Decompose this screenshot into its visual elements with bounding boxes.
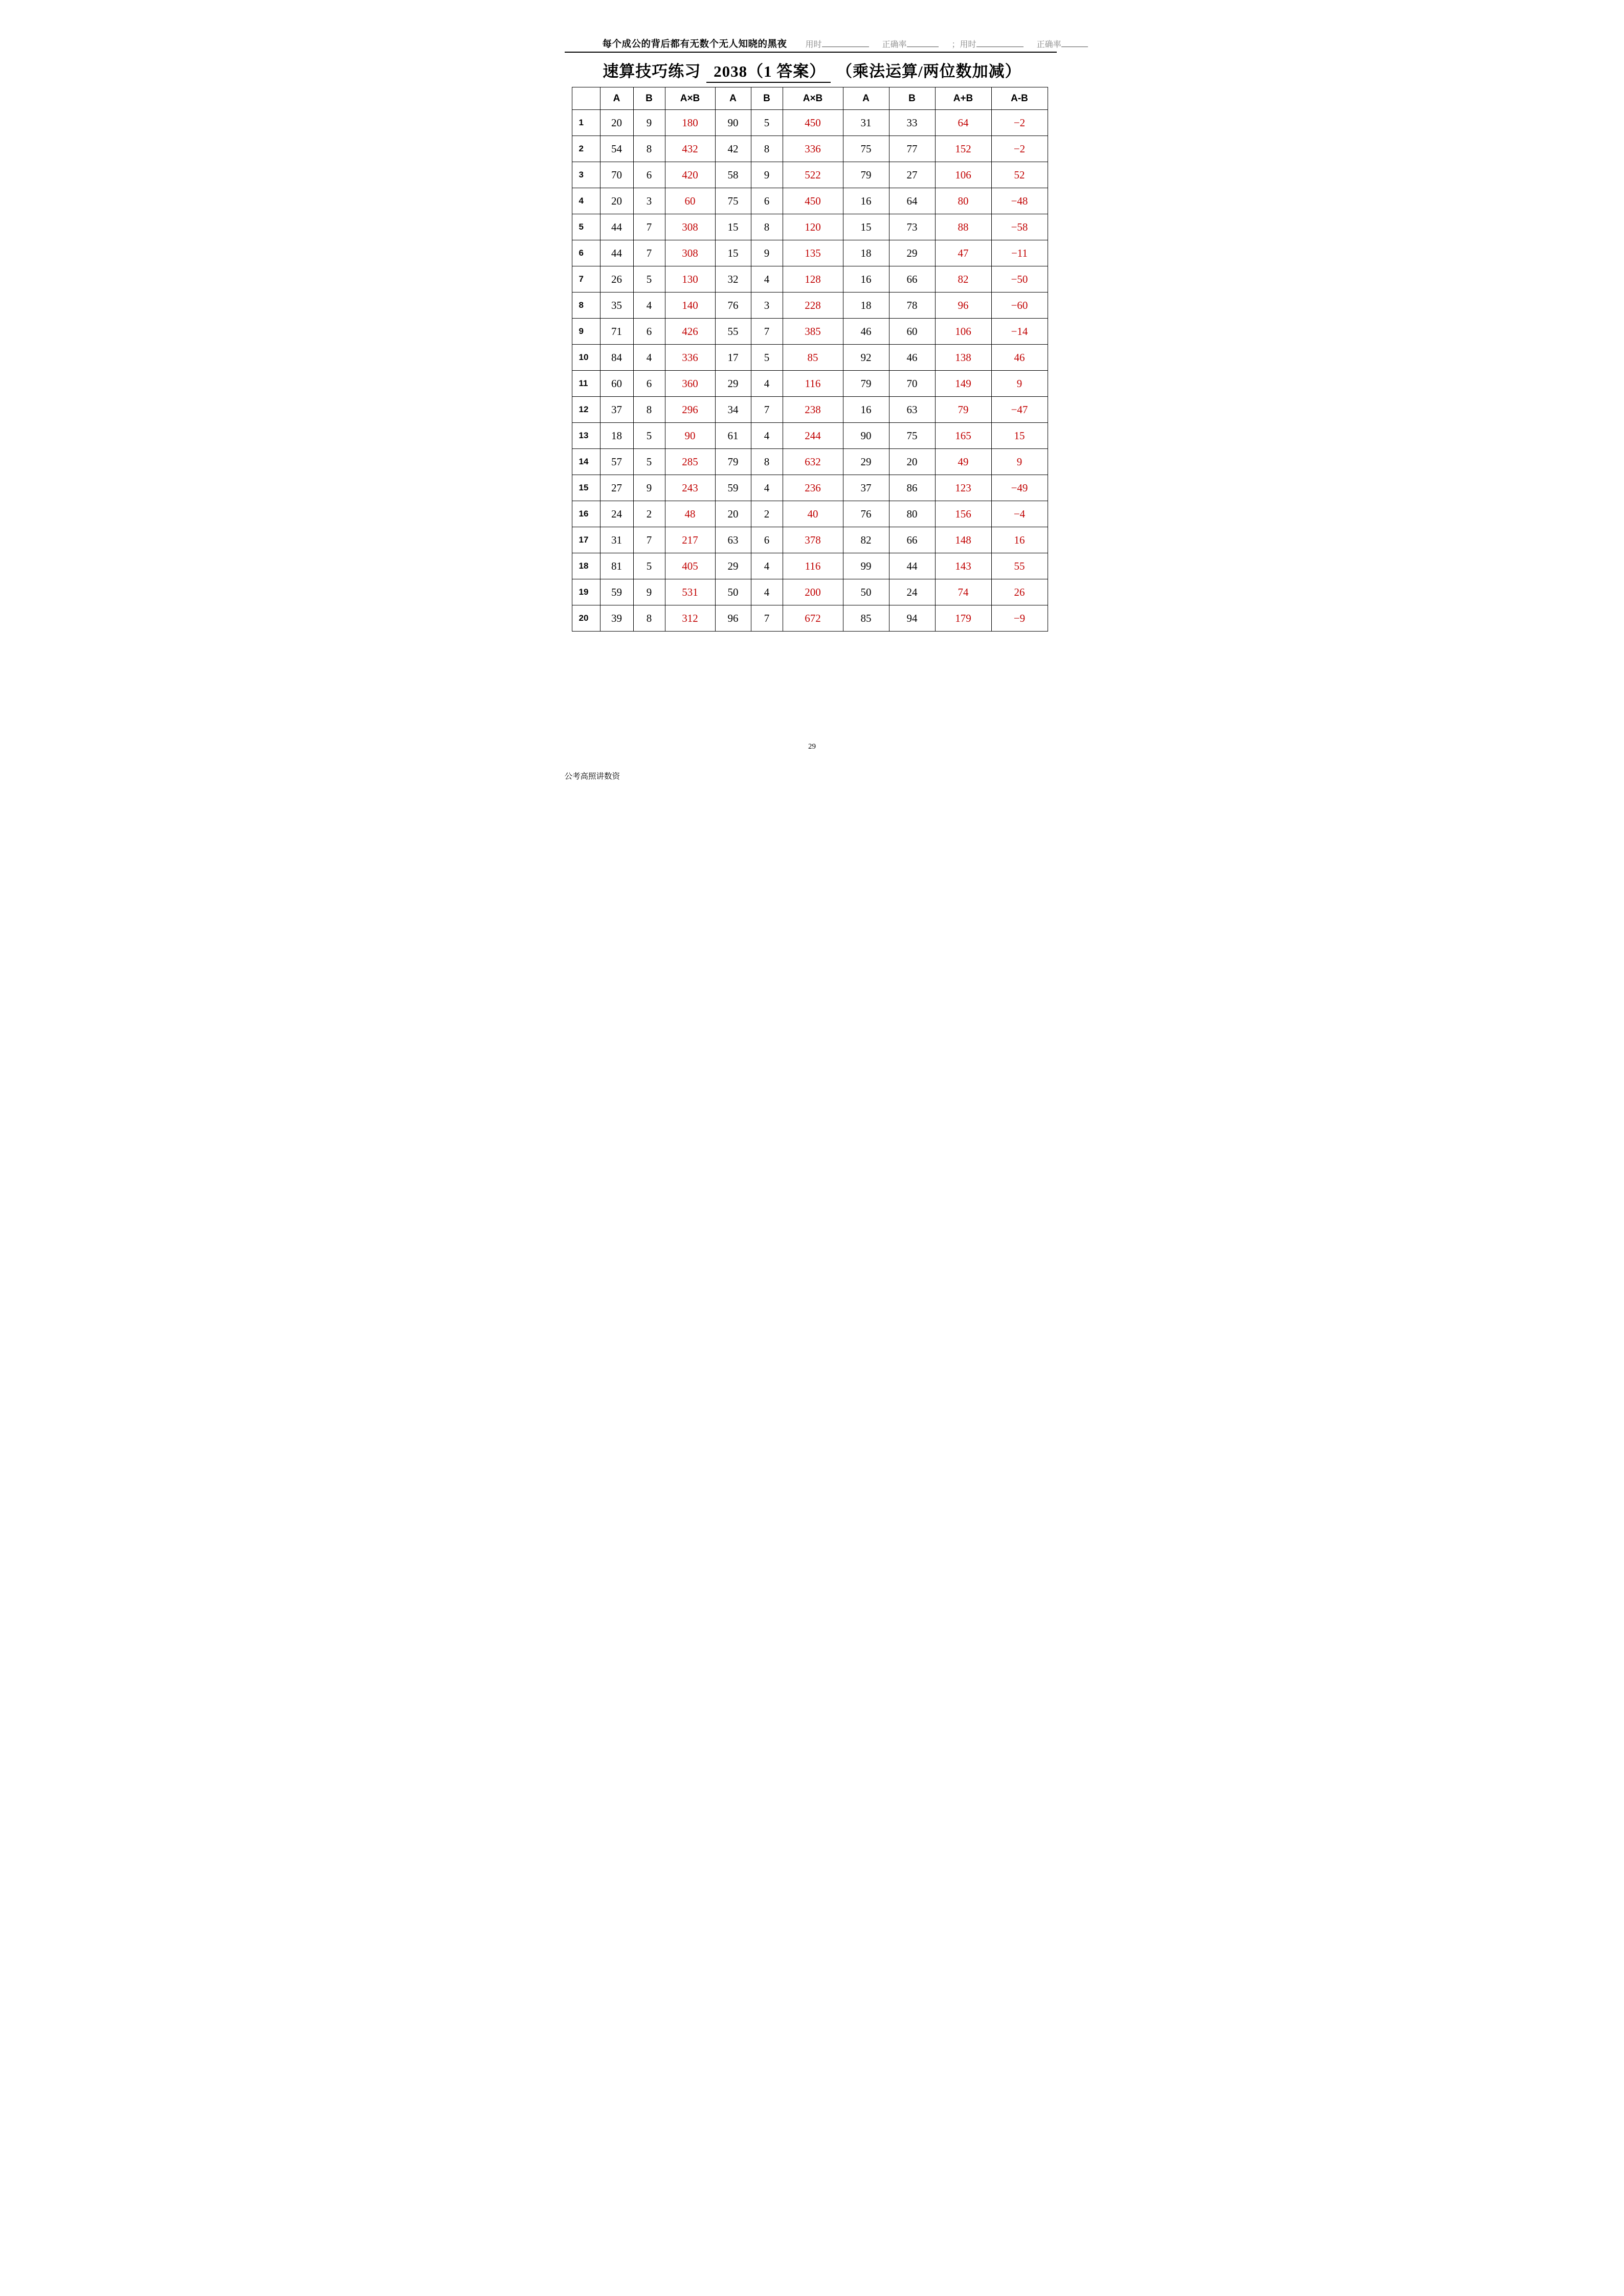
cell-a-3: 31 (843, 110, 889, 136)
table-row (572, 579, 1048, 605)
header-b-1: B (633, 87, 665, 110)
cell-b-3: 70 (889, 371, 935, 397)
cell-a-plus-b: 148 (935, 527, 991, 553)
cell-a-3: 37 (843, 475, 889, 501)
time-used-field-2 (952, 38, 1037, 50)
cell-a-minus-b: −58 (991, 214, 1048, 240)
cell-b-2: 4 (751, 423, 783, 449)
cell-a-times-b-2: 236 (783, 475, 843, 501)
accuracy-blank-2 (1061, 40, 1088, 47)
cell-a-times-b-2: 135 (783, 240, 843, 266)
cell-b-2: 8 (751, 449, 783, 475)
cell-a-plus-b: 138 (935, 345, 991, 371)
cell-a-1: 59 (600, 579, 633, 605)
cell-b-3: 75 (889, 423, 935, 449)
header-row-number (572, 87, 600, 110)
cell-a-2: 34 (715, 397, 751, 423)
cell-a-1: 20 (600, 188, 633, 214)
cell-b-2: 9 (751, 240, 783, 266)
cell-b-1: 9 (633, 579, 665, 605)
accuracy-field-2 (1037, 38, 1088, 50)
cell-a-times-b-2: 85 (783, 345, 843, 371)
cell-b-2: 3 (751, 292, 783, 319)
table-row (572, 110, 1048, 136)
cell-b-3: 94 (889, 605, 935, 632)
page-header (565, 37, 1061, 50)
cell-b-2: 7 (751, 397, 783, 423)
header-b-3: B (889, 87, 935, 110)
cell-b-1: 6 (633, 319, 665, 345)
cell-b-3: 33 (889, 110, 935, 136)
cell-a-times-b-2: 116 (783, 553, 843, 579)
cell-a-minus-b: −49 (991, 475, 1048, 501)
cell-a-plus-b: 88 (935, 214, 991, 240)
cell-a-minus-b: 9 (991, 449, 1048, 475)
cell-b-1: 2 (633, 501, 665, 527)
calculation-table (572, 87, 1048, 632)
cell-b-1: 7 (633, 240, 665, 266)
table-row (572, 292, 1048, 319)
cell-a-times-b-1: 420 (665, 162, 715, 188)
cell-a-2: 55 (715, 319, 751, 345)
cell-b-1: 4 (633, 345, 665, 371)
motto-text: 每个成公的背后都有无数个无人知晓的黑夜 (602, 39, 787, 50)
cell-row-number: 18 (572, 553, 600, 579)
cell-row-number: 20 (572, 605, 600, 632)
cell-b-1: 9 (633, 475, 665, 501)
cell-a-plus-b: 106 (935, 319, 991, 345)
page-title (531, 58, 1094, 83)
cell-a-times-b-2: 385 (783, 319, 843, 345)
cell-row-number: 10 (572, 345, 600, 371)
table-row (572, 319, 1048, 345)
cell-b-2: 5 (751, 345, 783, 371)
time-used-label-1: 用时 (805, 40, 822, 49)
cell-a-2: 29 (715, 371, 751, 397)
cell-b-3: 63 (889, 397, 935, 423)
cell-a-times-b-2: 450 (783, 110, 843, 136)
cell-a-times-b-1: 285 (665, 449, 715, 475)
cell-a-minus-b: −2 (991, 136, 1048, 162)
cell-a-2: 75 (715, 188, 751, 214)
cell-a-3: 75 (843, 136, 889, 162)
cell-b-3: 66 (889, 266, 935, 292)
footer-text: 公考高照讲数资 (564, 772, 620, 781)
cell-a-minus-b: 46 (991, 345, 1048, 371)
cell-a-minus-b: 15 (991, 423, 1048, 449)
cell-a-2: 15 (715, 240, 751, 266)
cell-a-3: 18 (843, 240, 889, 266)
cell-a-plus-b: 49 (935, 449, 991, 475)
cell-a-times-b-1: 48 (665, 501, 715, 527)
timing-fields (806, 38, 1088, 50)
cell-b-2: 4 (751, 371, 783, 397)
cell-a-plus-b: 79 (935, 397, 991, 423)
cell-b-3: 44 (889, 553, 935, 579)
table-row (572, 266, 1048, 292)
header-a-minus-b: A-B (991, 87, 1048, 110)
table-header-row (572, 87, 1048, 110)
cell-row-number: 1 (572, 110, 600, 136)
header-b-2: B (751, 87, 783, 110)
cell-a-1: 54 (600, 136, 633, 162)
cell-a-times-b-1: 130 (665, 266, 715, 292)
cell-a-times-b-1: 312 (665, 605, 715, 632)
cell-a-times-b-2: 128 (783, 266, 843, 292)
time-used-blank-1 (822, 40, 869, 47)
cell-a-times-b-1: 360 (665, 371, 715, 397)
page-number: 29 (808, 742, 816, 751)
cell-b-2: 4 (751, 553, 783, 579)
cell-b-1: 8 (633, 397, 665, 423)
cell-row-number: 4 (572, 188, 600, 214)
cell-a-3: 46 (843, 319, 889, 345)
cell-b-1: 8 (633, 136, 665, 162)
cell-a-3: 16 (843, 266, 889, 292)
cell-row-number: 3 (572, 162, 600, 188)
cell-a-times-b-1: 217 (665, 527, 715, 553)
table-row (572, 501, 1048, 527)
cell-a-plus-b: 156 (935, 501, 991, 527)
cell-a-times-b-2: 228 (783, 292, 843, 319)
cell-a-1: 70 (600, 162, 633, 188)
cell-a-plus-b: 152 (935, 136, 991, 162)
cell-row-number: 6 (572, 240, 600, 266)
cell-row-number: 8 (572, 292, 600, 319)
cell-a-plus-b: 123 (935, 475, 991, 501)
cell-a-1: 84 (600, 345, 633, 371)
table-row (572, 345, 1048, 371)
cell-a-1: 57 (600, 449, 633, 475)
cell-b-2: 4 (751, 266, 783, 292)
cell-a-times-b-2: 116 (783, 371, 843, 397)
header-divider (565, 52, 1057, 53)
cell-b-2: 7 (751, 605, 783, 632)
cell-a-plus-b: 96 (935, 292, 991, 319)
cell-a-times-b-1: 140 (665, 292, 715, 319)
table-body (572, 110, 1048, 632)
accuracy-blank-1 (907, 40, 939, 47)
cell-a-times-b-1: 432 (665, 136, 715, 162)
cell-a-3: 76 (843, 501, 889, 527)
cell-a-1: 44 (600, 214, 633, 240)
title-prefix: 速算技巧练习 (603, 62, 701, 80)
cell-a-2: 76 (715, 292, 751, 319)
cell-b-3: 86 (889, 475, 935, 501)
cell-a-plus-b: 47 (935, 240, 991, 266)
cell-a-minus-b: −2 (991, 110, 1048, 136)
cell-a-times-b-2: 244 (783, 423, 843, 449)
cell-a-2: 42 (715, 136, 751, 162)
cell-b-3: 46 (889, 345, 935, 371)
cell-row-number: 7 (572, 266, 600, 292)
cell-a-minus-b: −50 (991, 266, 1048, 292)
cell-a-1: 27 (600, 475, 633, 501)
cell-a-3: 16 (843, 397, 889, 423)
cell-a-1: 60 (600, 371, 633, 397)
table-row (572, 162, 1048, 188)
cell-row-number: 12 (572, 397, 600, 423)
cell-b-1: 7 (633, 214, 665, 240)
cell-a-2: 90 (715, 110, 751, 136)
accuracy-label-2: 正确率 (1036, 40, 1061, 49)
cell-row-number: 19 (572, 579, 600, 605)
cell-b-3: 20 (889, 449, 935, 475)
cell-a-1: 18 (600, 423, 633, 449)
cell-b-1: 6 (633, 162, 665, 188)
cell-a-2: 59 (715, 475, 751, 501)
title-suffix: （乘法运算/两位数加减） (836, 62, 1021, 80)
cell-a-plus-b: 82 (935, 266, 991, 292)
cell-a-minus-b: −48 (991, 188, 1048, 214)
cell-a-1: 44 (600, 240, 633, 266)
cell-a-times-b-2: 632 (783, 449, 843, 475)
cell-a-minus-b: −9 (991, 605, 1048, 632)
header-a-times-b-2: A×B (783, 87, 843, 110)
cell-a-minus-b: 55 (991, 553, 1048, 579)
cell-row-number: 9 (572, 319, 600, 345)
cell-a-3: 79 (843, 371, 889, 397)
cell-b-2: 4 (751, 579, 783, 605)
cell-b-1: 6 (633, 371, 665, 397)
cell-b-3: 60 (889, 319, 935, 345)
cell-a-plus-b: 106 (935, 162, 991, 188)
header-a-1: A (600, 87, 633, 110)
table-row (572, 214, 1048, 240)
cell-b-3: 24 (889, 579, 935, 605)
cell-a-plus-b: 64 (935, 110, 991, 136)
cell-a-2: 32 (715, 266, 751, 292)
cell-a-minus-b: 16 (991, 527, 1048, 553)
cell-a-3: 92 (843, 345, 889, 371)
cell-b-2: 7 (751, 319, 783, 345)
header-a-2: A (715, 87, 751, 110)
table-row (572, 188, 1048, 214)
cell-row-number: 14 (572, 449, 600, 475)
cell-a-2: 29 (715, 553, 751, 579)
table-row (572, 371, 1048, 397)
accuracy-field-1 (882, 38, 952, 50)
cell-a-2: 20 (715, 501, 751, 527)
cell-a-times-b-1: 90 (665, 423, 715, 449)
cell-b-2: 2 (751, 501, 783, 527)
cell-b-3: 29 (889, 240, 935, 266)
cell-a-times-b-1: 336 (665, 345, 715, 371)
worksheet-page (531, 0, 1094, 796)
cell-b-1: 3 (633, 188, 665, 214)
cell-a-3: 15 (843, 214, 889, 240)
cell-row-number: 15 (572, 475, 600, 501)
cell-a-3: 79 (843, 162, 889, 188)
cell-a-1: 39 (600, 605, 633, 632)
cell-a-2: 96 (715, 605, 751, 632)
cell-a-times-b-1: 308 (665, 214, 715, 240)
cell-b-1: 4 (633, 292, 665, 319)
cell-a-3: 29 (843, 449, 889, 475)
table-row (572, 475, 1048, 501)
cell-a-1: 81 (600, 553, 633, 579)
cell-a-3: 16 (843, 188, 889, 214)
cell-b-3: 73 (889, 214, 935, 240)
cell-a-1: 71 (600, 319, 633, 345)
table-row (572, 605, 1048, 632)
cell-a-minus-b: 52 (991, 162, 1048, 188)
cell-row-number: 16 (572, 501, 600, 527)
cell-b-2: 8 (751, 214, 783, 240)
cell-a-2: 15 (715, 214, 751, 240)
cell-a-minus-b: 9 (991, 371, 1048, 397)
cell-a-2: 61 (715, 423, 751, 449)
cell-a-times-b-1: 426 (665, 319, 715, 345)
table-row (572, 240, 1048, 266)
cell-a-times-b-2: 200 (783, 579, 843, 605)
cell-a-minus-b: −47 (991, 397, 1048, 423)
cell-b-1: 5 (633, 553, 665, 579)
cell-a-2: 50 (715, 579, 751, 605)
cell-a-plus-b: 80 (935, 188, 991, 214)
header-a-plus-b: A+B (935, 87, 991, 110)
table-row (572, 423, 1048, 449)
cell-a-times-b-2: 120 (783, 214, 843, 240)
cell-row-number: 11 (572, 371, 600, 397)
cell-b-2: 8 (751, 136, 783, 162)
cell-a-times-b-2: 450 (783, 188, 843, 214)
cell-b-1: 5 (633, 423, 665, 449)
cell-b-2: 6 (751, 527, 783, 553)
cell-a-minus-b: −14 (991, 319, 1048, 345)
table-row (572, 553, 1048, 579)
cell-a-1: 26 (600, 266, 633, 292)
cell-b-1: 9 (633, 110, 665, 136)
time-used-field-1 (806, 38, 882, 50)
cell-a-times-b-1: 180 (665, 110, 715, 136)
cell-a-3: 82 (843, 527, 889, 553)
cell-a-2: 17 (715, 345, 751, 371)
cell-b-1: 5 (633, 266, 665, 292)
cell-b-3: 66 (889, 527, 935, 553)
cell-a-times-b-2: 238 (783, 397, 843, 423)
time-used-label-2: ；用时 (951, 40, 976, 49)
cell-b-3: 80 (889, 501, 935, 527)
cell-a-3: 85 (843, 605, 889, 632)
cell-a-plus-b: 165 (935, 423, 991, 449)
title-number-underlined: 2038（1 答案） (706, 58, 831, 83)
cell-a-3: 18 (843, 292, 889, 319)
cell-a-1: 37 (600, 397, 633, 423)
cell-a-times-b-2: 378 (783, 527, 843, 553)
cell-row-number: 13 (572, 423, 600, 449)
cell-a-times-b-1: 531 (665, 579, 715, 605)
cell-a-times-b-1: 308 (665, 240, 715, 266)
cell-a-1: 20 (600, 110, 633, 136)
cell-a-times-b-2: 336 (783, 136, 843, 162)
cell-a-times-b-2: 522 (783, 162, 843, 188)
header-a-times-b-1: A×B (665, 87, 715, 110)
header-a-3: A (843, 87, 889, 110)
cell-a-3: 90 (843, 423, 889, 449)
cell-a-times-b-1: 405 (665, 553, 715, 579)
cell-a-1: 31 (600, 527, 633, 553)
cell-b-2: 6 (751, 188, 783, 214)
cell-b-3: 27 (889, 162, 935, 188)
cell-a-minus-b: −4 (991, 501, 1048, 527)
cell-b-3: 78 (889, 292, 935, 319)
cell-a-times-b-2: 672 (783, 605, 843, 632)
table-row (572, 136, 1048, 162)
cell-b-1: 5 (633, 449, 665, 475)
table-row (572, 449, 1048, 475)
cell-a-1: 24 (600, 501, 633, 527)
time-used-blank-2 (976, 40, 1024, 47)
cell-a-times-b-1: 243 (665, 475, 715, 501)
cell-a-2: 58 (715, 162, 751, 188)
cell-b-1: 7 (633, 527, 665, 553)
cell-a-minus-b: −11 (991, 240, 1048, 266)
cell-b-2: 5 (751, 110, 783, 136)
cell-row-number: 17 (572, 527, 600, 553)
table-row (572, 527, 1048, 553)
cell-a-plus-b: 149 (935, 371, 991, 397)
table-row (572, 397, 1048, 423)
accuracy-label-1: 正确率 (882, 40, 907, 49)
cell-a-times-b-1: 296 (665, 397, 715, 423)
cell-a-plus-b: 74 (935, 579, 991, 605)
cell-b-3: 77 (889, 136, 935, 162)
cell-a-plus-b: 179 (935, 605, 991, 632)
cell-a-3: 50 (843, 579, 889, 605)
cell-row-number: 5 (572, 214, 600, 240)
cell-a-3: 99 (843, 553, 889, 579)
cell-a-1: 35 (600, 292, 633, 319)
cell-row-number: 2 (572, 136, 600, 162)
cell-a-minus-b: −60 (991, 292, 1048, 319)
cell-b-3: 64 (889, 188, 935, 214)
cell-a-times-b-1: 60 (665, 188, 715, 214)
cell-a-2: 63 (715, 527, 751, 553)
cell-a-2: 79 (715, 449, 751, 475)
cell-a-times-b-2: 40 (783, 501, 843, 527)
cell-b-1: 8 (633, 605, 665, 632)
cell-a-minus-b: 26 (991, 579, 1048, 605)
cell-b-2: 9 (751, 162, 783, 188)
cell-a-plus-b: 143 (935, 553, 991, 579)
cell-b-2: 4 (751, 475, 783, 501)
